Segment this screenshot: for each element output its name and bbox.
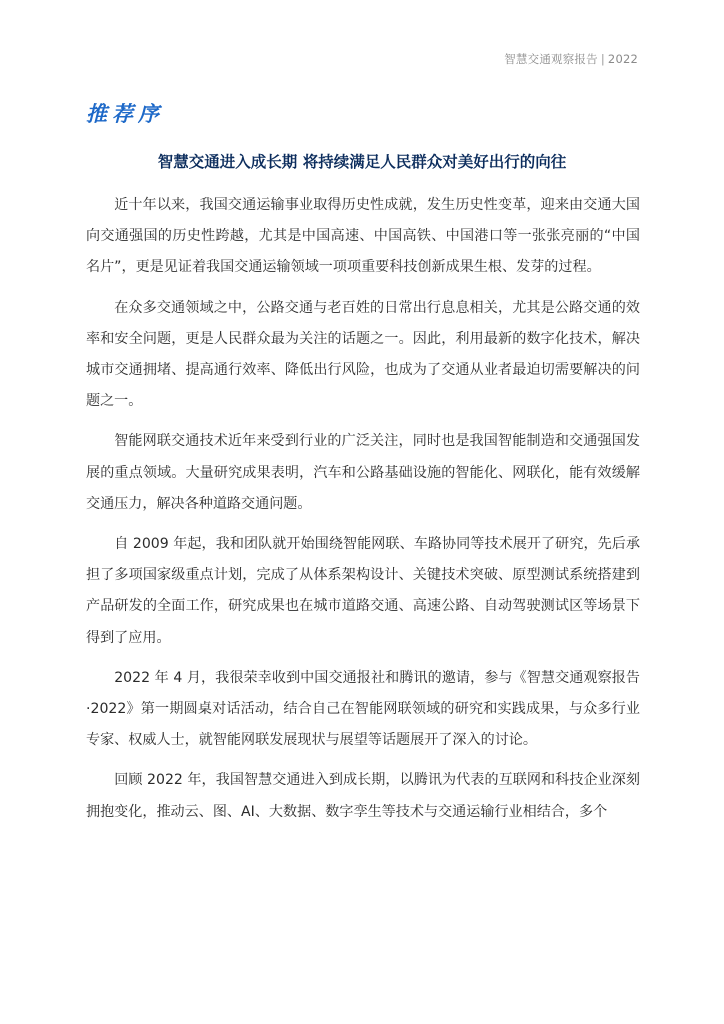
section-title: 推荐序 <box>86 102 164 126</box>
header-separator: | <box>600 52 605 66</box>
paragraph: 近十年以来，我国交通运输事业取得历史性成就，发生历史性变革，迎来由交通大国向交通强国的历史性跨越，尤其是中国高速、中国高铁、中国港口等一张张亮丽的“中国名片”，更是见证着我国交通运输领域一项项重要科技创新成果生根、发芽的过程。 <box>86 197 640 276</box>
paragraph: 2022 年 4 月，我很荣幸收到中国交通报社和腾讯的邀请，参与《智慧交通观察报告·2022》第一期圆桌对话活动，结合自己在智能网联领域的研究和实践成果，与众多行业专家、权威人士，就智能网联发展现状与展望等话题展开了深入的讨论。 <box>86 669 640 749</box>
report-title: 智慧交通观察报告 <box>504 52 598 66</box>
paragraph: 在众多交通领域之中，公路交通与老百姓的日常出行息息相关，尤其是公路交通的效率和安全问题，更是人民群众最为关注的话题之一。因此，利用最新的数字化技术，解决城市交通拥堵、提高通行效率、降低出行风险，也成为了交通从业者最迫切需要解决的问题之一。 <box>86 299 640 410</box>
running-header <box>504 51 638 67</box>
article-headline: 智慧交通进入成长期 将持续满足人民群众对美好出行的向往 <box>157 153 567 171</box>
article-body <box>86 190 640 837</box>
paragraph: 自 2009 年起，我和团队就开始围绕智能网联、车路协同等技术展开了研究，先后承担了多项国家级重点计划，完成了从体系架构设计、关键技术突破、原型测试系统搭建到产品研发的全面工作，研究成果也在城市道路交通、高速公路、自动驾驶测试区等场景下得到了应用。 <box>86 536 640 646</box>
report-year: 2022 <box>607 52 638 66</box>
paragraph: 智能网联交通技术近年来受到行业的广泛关注，同时也是我国智能制造和交通强国发展的重点领域。大量研究成果表明，汽车和公路基础设施的智能化、网联化，能有效缓解交通压力，解决各种道路交通问题。 <box>86 433 640 512</box>
paragraph: 回顾 2022 年，我国智慧交通进入到成长期，以腾讯为代表的互联网和科技企业深刻拥抱变化，推动云、图、AI、大数据、数字孪生等技术与交通运输行业相结合，多个 <box>86 772 640 820</box>
